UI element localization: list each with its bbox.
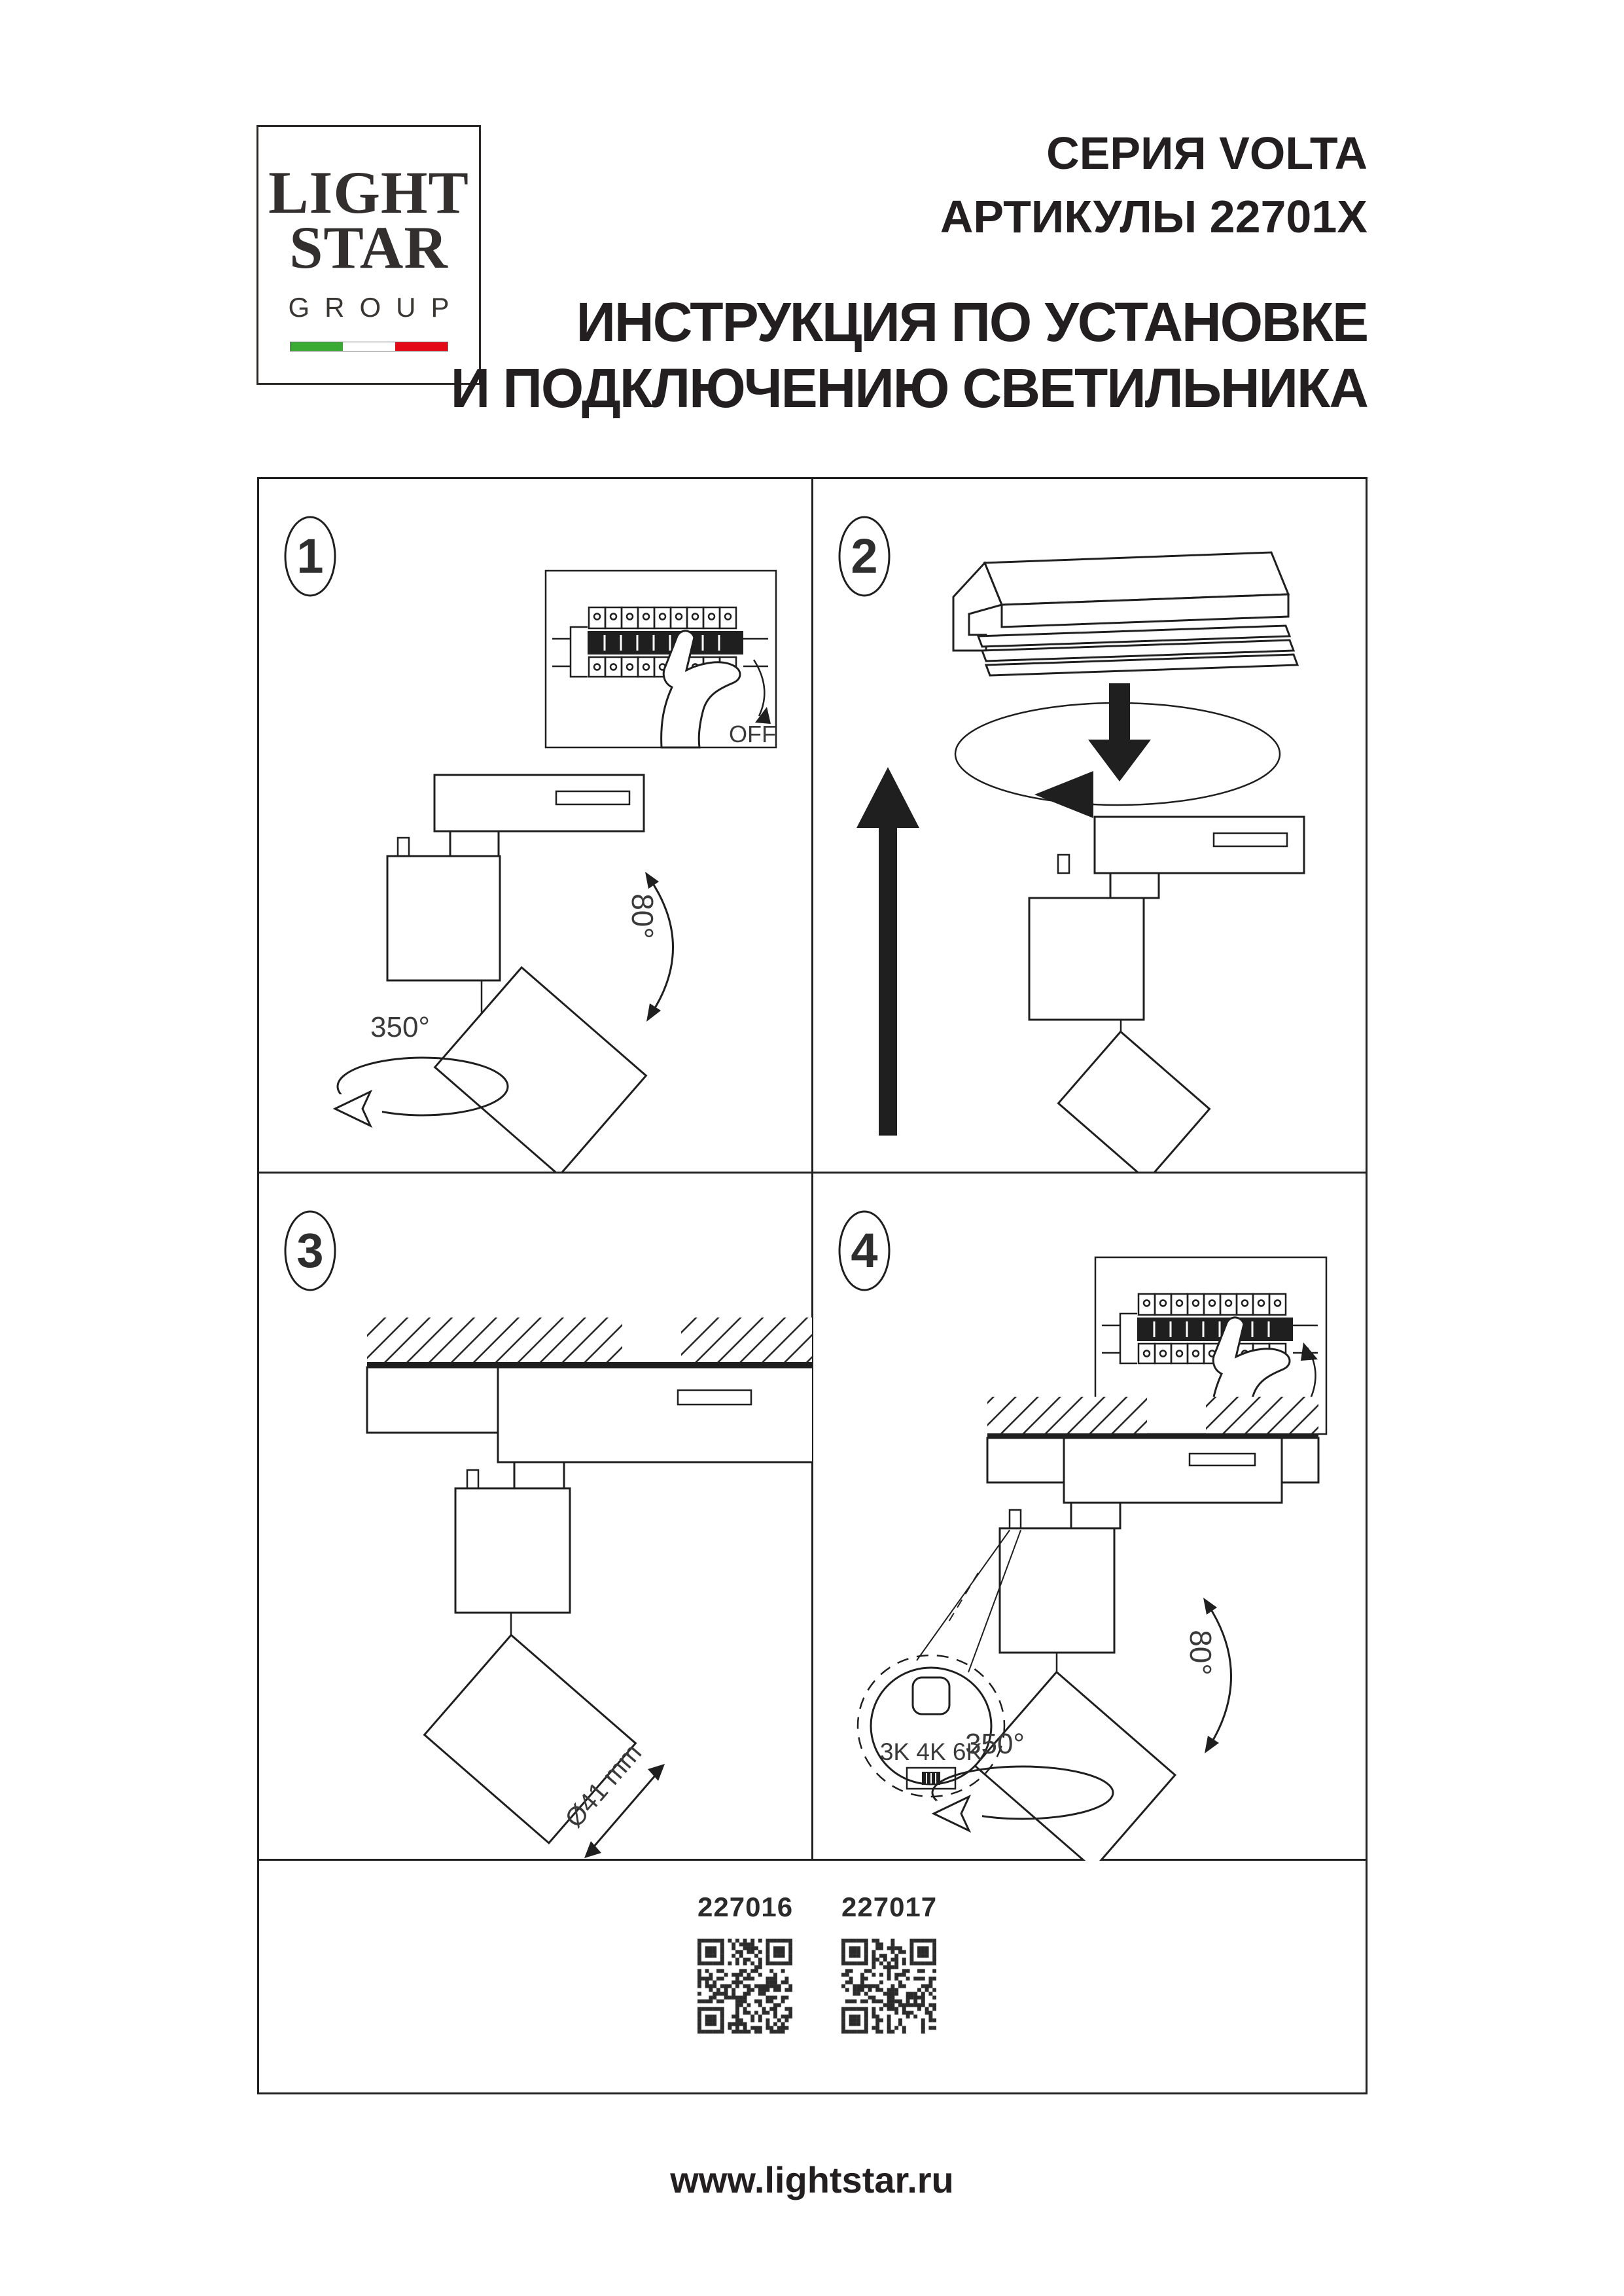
panel-1-diagram: [259, 479, 812, 1172]
article-code-2: 227017: [841, 1892, 938, 1922]
color-temp-label: 3K 4K 6K: [879, 1738, 983, 1765]
insert-down-arrow: [1088, 683, 1151, 781]
tilt-arrow: [626, 872, 673, 1022]
diameter-label: Ø41 mm: [559, 1738, 648, 1833]
arrow-down-curve: [754, 660, 764, 716]
step-number: 4: [851, 1223, 878, 1278]
header: [451, 122, 1368, 422]
tilt-angle-label: 80°: [1184, 1630, 1218, 1676]
logo-word-light: LIGHT: [268, 159, 469, 226]
ceiling-mount: [367, 1318, 812, 1462]
articles-title: АРТИКУЛЫ 22701X: [940, 191, 1368, 242]
twist-arrowhead: [1034, 771, 1093, 818]
qr-code-2: [841, 1939, 936, 2034]
website-url: www.lightstar.ru: [670, 2159, 954, 2200]
lamp-head: [425, 1635, 636, 1843]
step-number: 3: [296, 1223, 324, 1278]
logo-word-group: GROUP: [288, 292, 465, 323]
tilt-angle-label: 80°: [626, 893, 660, 939]
instruction-title-line2: И ПОДКЛЮЧЕНИЮ СВЕТИЛЬНИКА: [450, 357, 1368, 419]
panel-2-diagram: [813, 479, 1366, 1172]
fixture-drawing: [975, 1503, 1175, 1861]
lamp-head: [1059, 1031, 1210, 1172]
instruction-title-line1: ИНСТРУКЦИЯ ПО УСТАНОВКЕ: [576, 291, 1368, 353]
power-off-label: OFF: [729, 721, 776, 747]
track-rail-3d: [953, 552, 1297, 675]
lightstar-logo: [256, 125, 481, 385]
tilt-arrow: [1184, 1598, 1231, 1753]
step-number: 2: [851, 529, 878, 583]
fixture-drawing: [387, 775, 646, 1172]
series-title: СЕРИЯ VOLTA: [1046, 128, 1368, 179]
ceiling-mount: [987, 1397, 1318, 1503]
breaker-inset-off: [546, 571, 776, 747]
lamp-head: [435, 967, 646, 1172]
instruction-grid: [257, 477, 1368, 2094]
panel-3-diagram: [259, 1174, 812, 1861]
qr-code-1: [697, 1939, 792, 2034]
panel-4-diagram: [813, 1174, 1366, 1861]
fixture-drawing: [1029, 817, 1304, 1172]
step-number: 1: [296, 529, 324, 583]
article-code-1: 227016: [697, 1892, 794, 1922]
rotation-angle-label: 350°: [370, 1011, 431, 1043]
italian-flag-icon: [290, 342, 448, 351]
rotation-angle-label: 350°: [965, 1728, 1025, 1760]
logo-word-star: STAR: [289, 214, 448, 281]
lift-up-arrow: [856, 767, 919, 1136]
